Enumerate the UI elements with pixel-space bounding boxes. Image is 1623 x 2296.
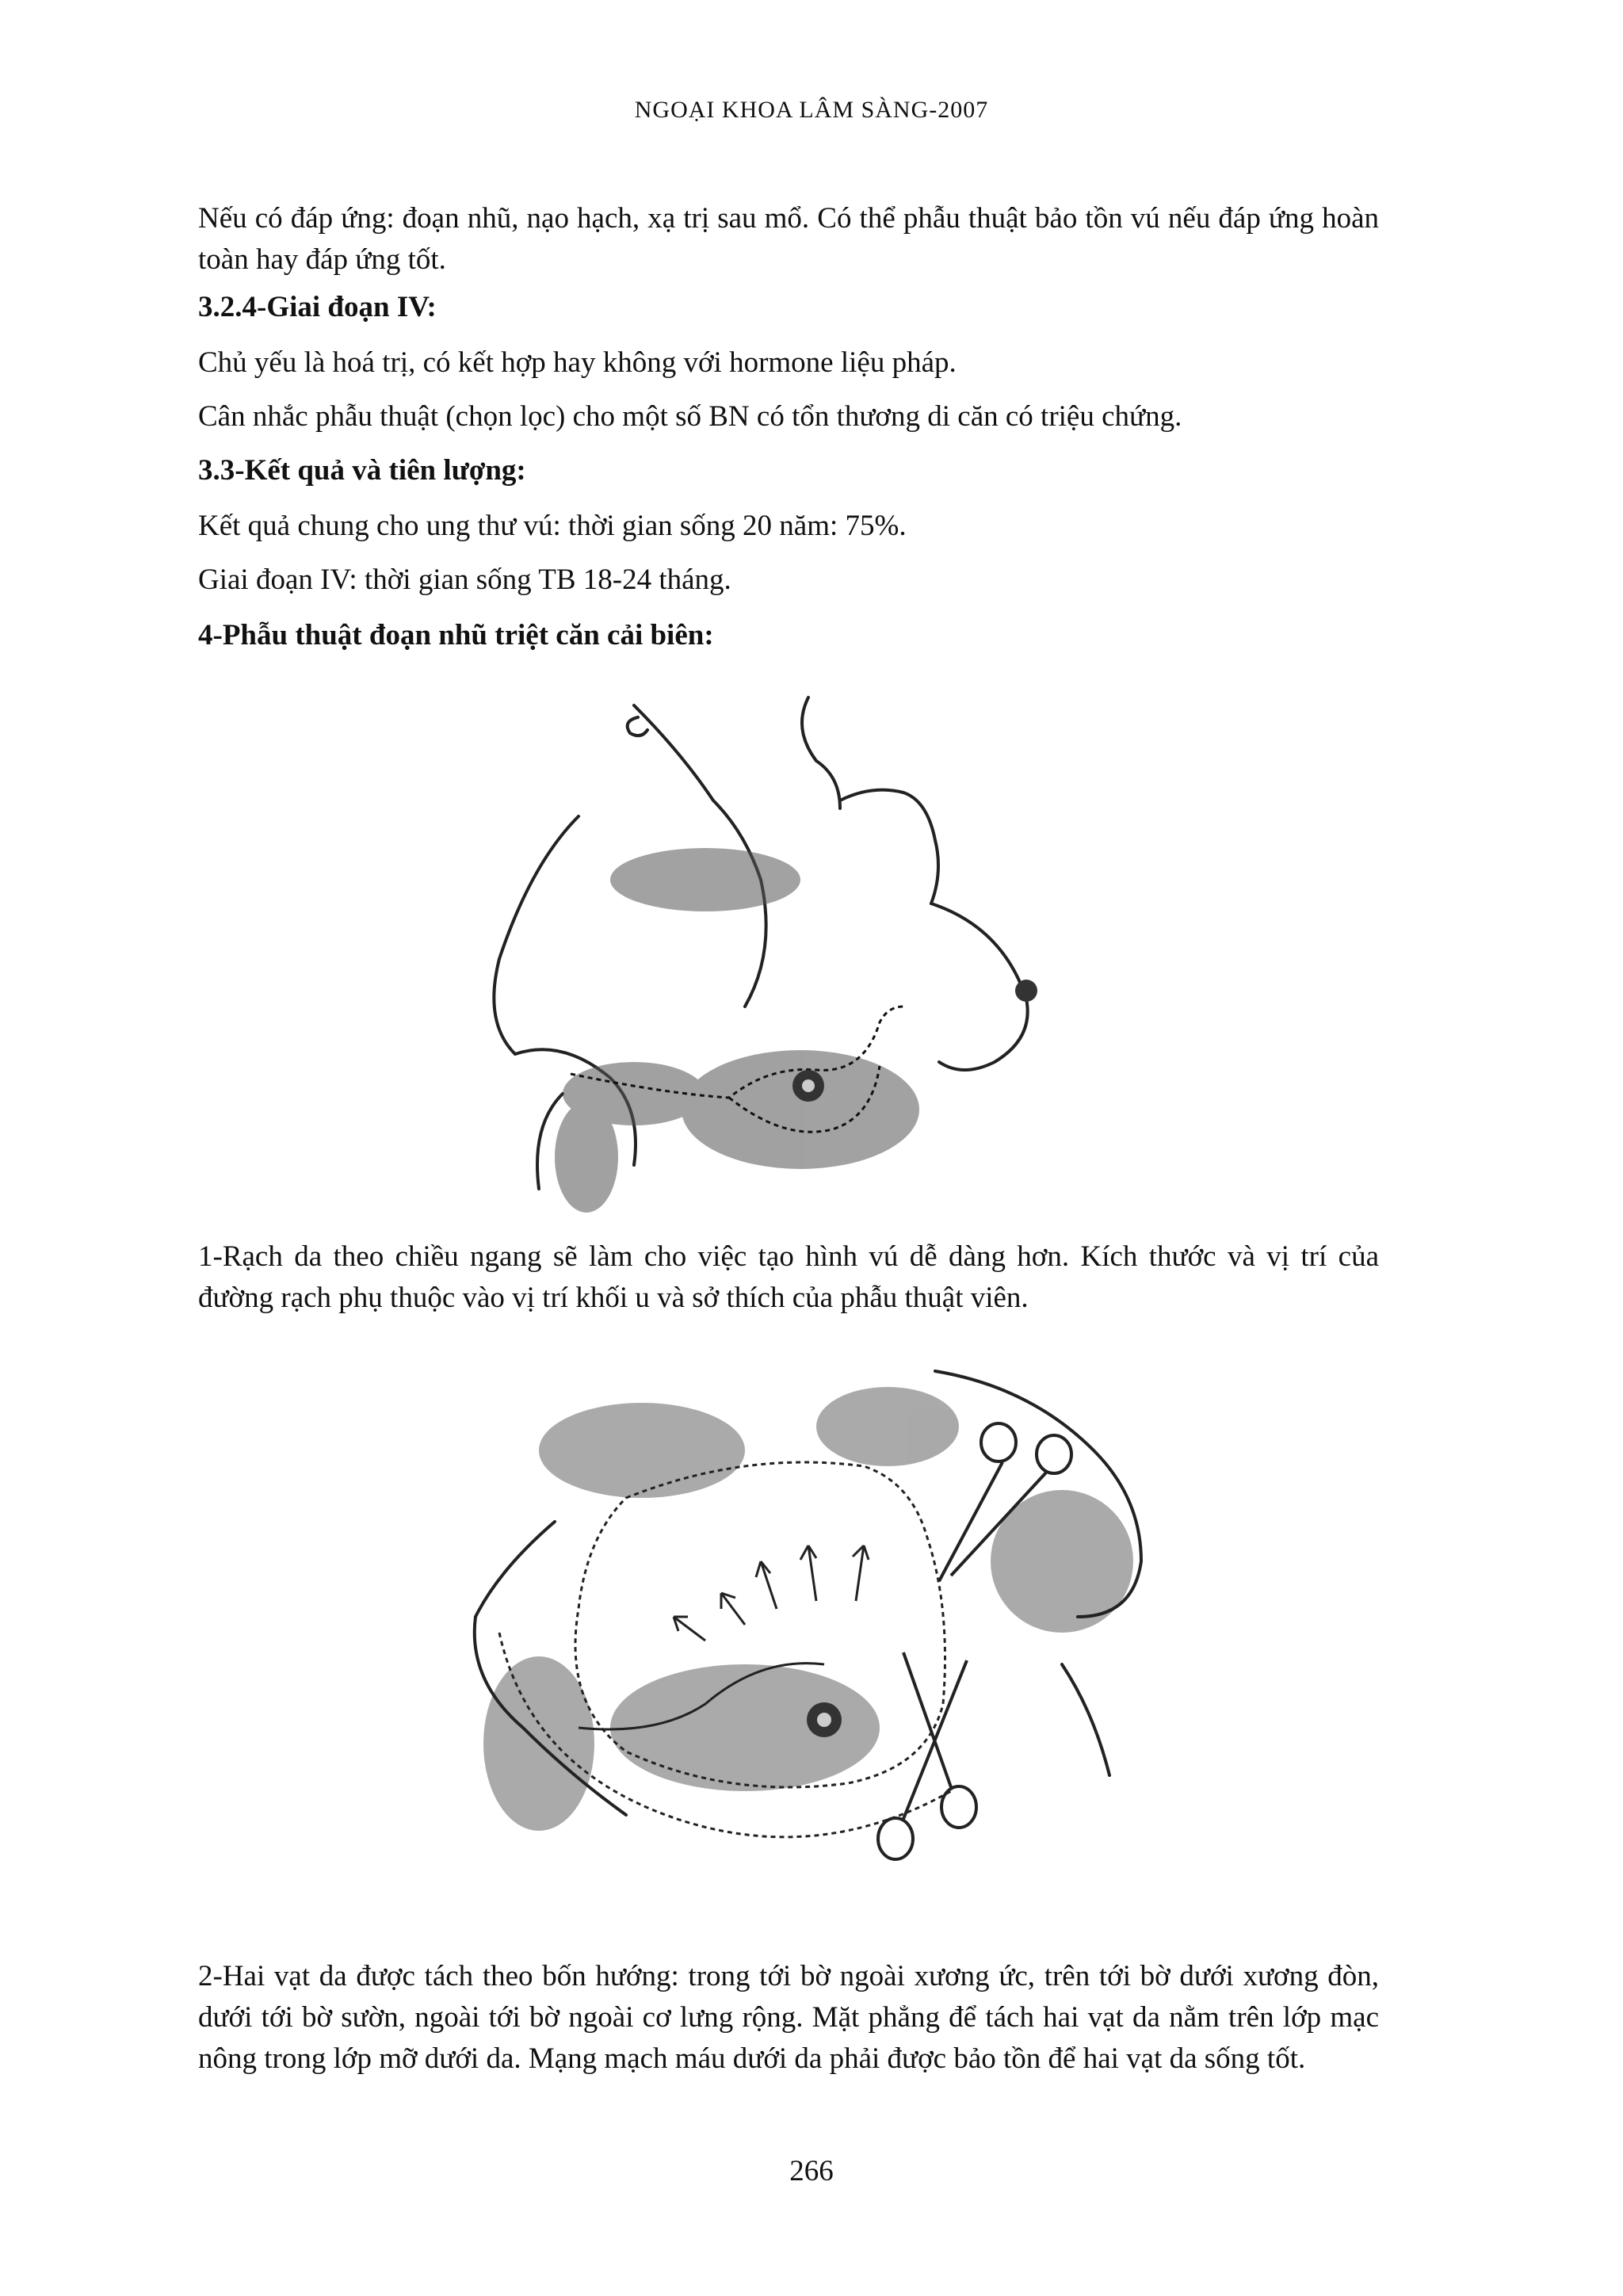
illustration-skin-flap-dissection	[444, 1363, 1157, 1886]
heading-results-prognosis: 3.3-Kết quả và tiên lượng:	[198, 454, 526, 487]
page-number: 266	[789, 2155, 834, 2187]
running-header: NGOẠI KHOA LÂM SÀNG-2007	[634, 97, 989, 123]
figure-2-caption: 2-Hai vạt da được tách theo bốn hướng: trong tới bờ ngoài xương ức, trên tới bờ dưới xương đòn, dưới tới bờ sườn, ngoài tới bờ ngoài cơ lưng rộng. Mặt phẳng để tách hai vạt da nằm trên lớp mạc nông trong lớp mỡ dưới da. Mạng mạch máu dưới da phải được bảo tồn để hai vạt da sống tốt.	[198, 1960, 1379, 2075]
paragraph-response: Nếu có đáp ứng: đoạn nhũ, nạo hạch, xạ trị sau mổ. Có thể phẫu thuật bảo tồn vú nếu đáp ứng hoàn toàn hay đáp ứng tốt.	[198, 202, 1379, 276]
heading-modified-radical-mastectomy: 4-Phẫu thuật đoạn nhũ triệt căn cải biên:	[198, 619, 714, 651]
heading-stage-iv: 3.2.4-Giai đoạn IV:	[198, 291, 437, 323]
illustration-chest-incision	[468, 682, 1070, 1221]
paragraph-selective-surgery: Cân nhắc phẫu thuật (chọn lọc) cho một số BN có tổn thương di căn có triệu chứng.	[198, 400, 1182, 433]
figure-1-caption: 1-Rạch da theo chiều ngang sẽ làm cho việc tạo hình vú dễ dàng hơn. Kích thước và vị trí của đường rạch phụ thuộc vào vị trí khối u và sở thích của phẫu thuật viên.	[198, 1240, 1379, 1314]
paragraph-stage-iv-survival-text: Giai đoạn IV: thời gian sống TB 18-24 tháng.	[198, 563, 731, 596]
paragraph-overall-survival: Kết quả chung cho ung thư vú: thời gian sống 20 năm: 75%.	[198, 510, 907, 542]
paragraph-chemotherapy: Chủ yếu là hoá trị, có kết hợp hay không với hormone liệu pháp.	[198, 346, 957, 379]
